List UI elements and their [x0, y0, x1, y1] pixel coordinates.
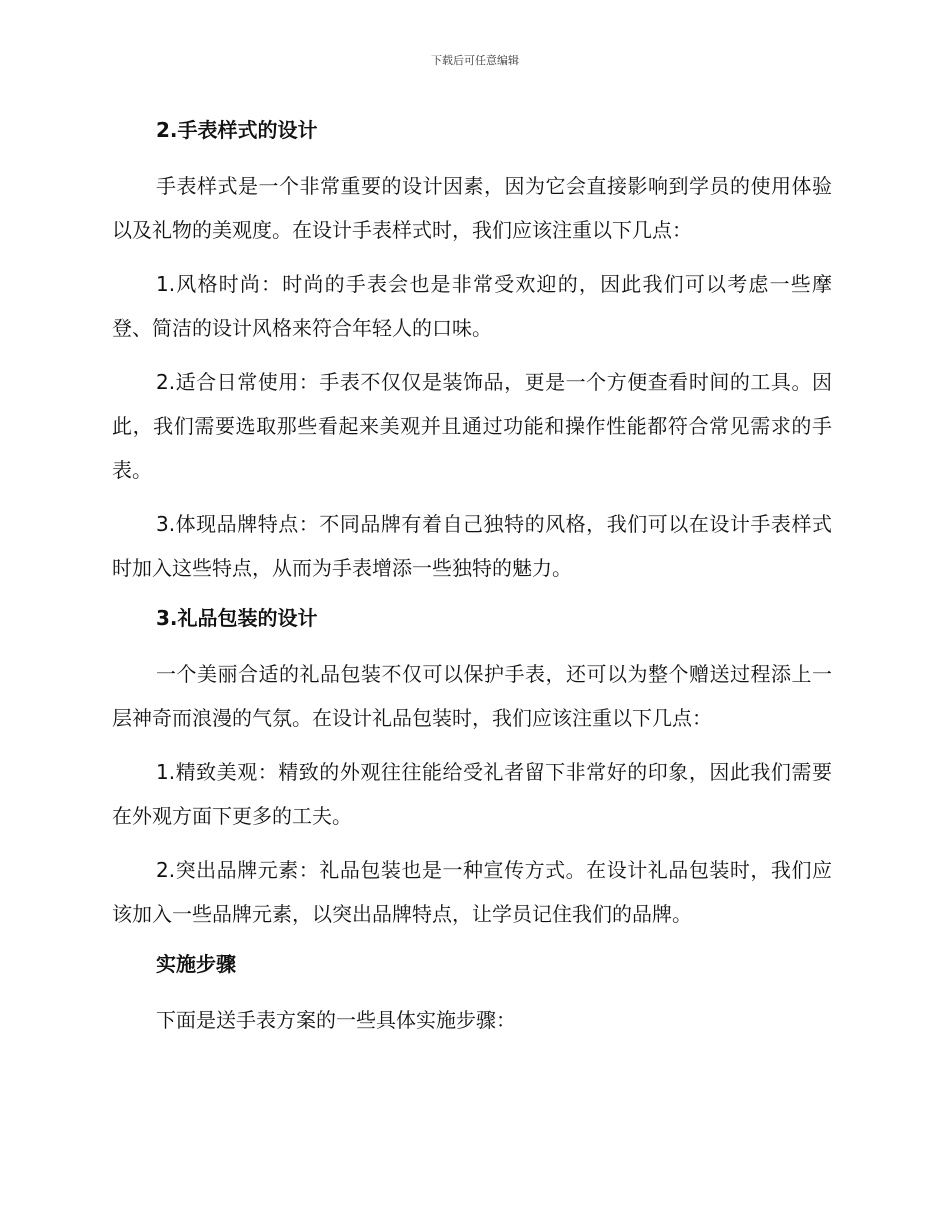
- page-header: 下载后可任意编辑: [431, 54, 519, 67]
- paragraph-packaging-exquisite: 1.精致美观：精致的外观往往能给受礼者留下非常好的印象，因此我们需要在外观方面下更多的工夫。: [112, 760, 832, 828]
- paragraph-packaging-intro: 一个美丽合适的礼品包装不仅可以保护手表，还可以为整个赠送过程添上一层神奇而浪漫的气氛。在设计礼品包装时，我们应该注重以下几点：: [112, 662, 832, 730]
- section-heading-watch-style: 2.手表样式的设计: [156, 118, 318, 142]
- paragraph-packaging-brand: 2.突出品牌元素：礼品包装也是一种宣传方式。在设计礼品包装时，我们应该加入一些品牌元素，以突出品牌特点，让学员记住我们的品牌。: [112, 858, 832, 926]
- paragraph-watch-style-intro: 手表样式是一个非常重要的设计因素，因为它会直接影响到学员的使用体验以及礼物的美观度。在设计手表样式时，我们应该注重以下几点：: [112, 174, 832, 242]
- document-body: [112, 112, 832, 1052]
- paragraph-daily-use: 2.适合日常使用：手表不仅仅是装饰品，更是一个方便查看时间的工具。因此，我们需要选取那些看起来美观并且通过功能和操作性能都符合常见需求的手表。: [112, 370, 832, 482]
- paragraph-implementation-intro: 下面是送手表方案的一些具体实施步骤：: [156, 1008, 516, 1032]
- paragraph-brand-features: 3.体现品牌特点：不同品牌有着自己独特的风格，我们可以在设计手表样式时加入这些特点，从而为手表增添一些独特的魅力。: [112, 512, 832, 580]
- section-heading-implementation: 实施步骤: [156, 952, 236, 976]
- section-heading-gift-packaging: 3.礼品包装的设计: [156, 606, 318, 630]
- paragraph-style-fashion: 1.风格时尚：时尚的手表会也是非常受欢迎的，因此我们可以考虑一些摩登、简洁的设计风格来符合年轻人的口味。: [112, 272, 832, 340]
